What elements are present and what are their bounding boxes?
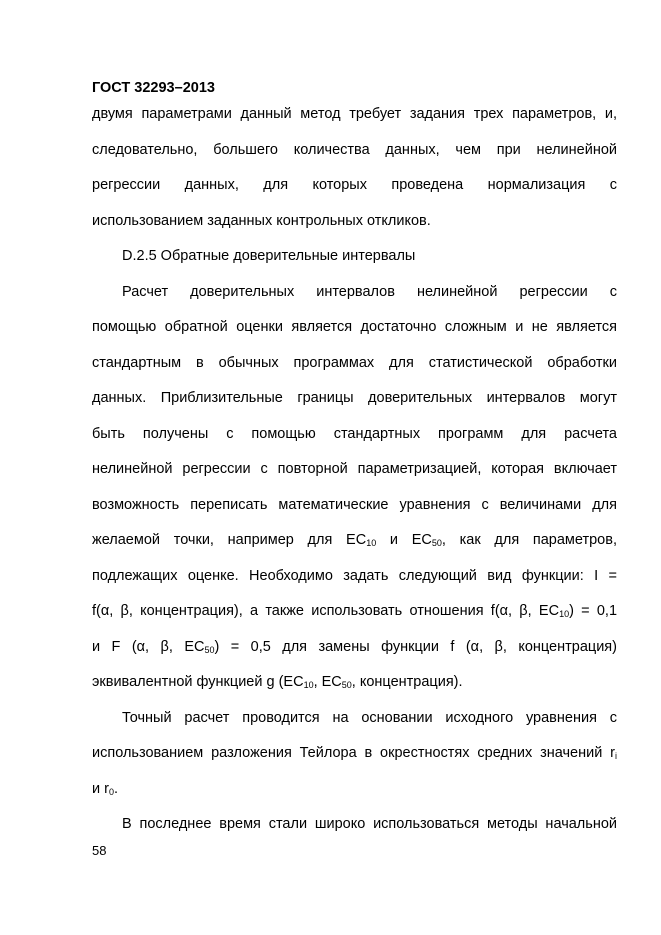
text-line	[92, 665, 617, 701]
text-line	[92, 736, 617, 772]
text-line	[92, 630, 617, 666]
text-run: эквивалентной функцией g (EC	[92, 674, 304, 690]
text-run: и F (α, β, EC	[92, 638, 205, 655]
subscript: 10	[303, 680, 314, 690]
text-run: желаемой точки, например для EC	[92, 532, 367, 548]
text-run: , как для параметров,	[441, 532, 617, 548]
text-line: быть получены с помощью стандартных программ для расчета	[92, 425, 617, 442]
text-line: следовательно, большего количества данных, чем при нелинейной	[92, 141, 617, 158]
text-run: ) = 0,5 для замены функции f (α, β, концентрация)	[214, 638, 617, 655]
text-run: , концентрация).	[351, 674, 463, 690]
section-heading: D.2.5 Обратные доверительные интервалы	[122, 248, 416, 264]
text-line: помощью обратной оценки является достаточно сложным и не является	[92, 319, 617, 335]
text-run: использованием разложения Тейлора в окрестностях средних значений r	[92, 745, 615, 761]
subscript: 0	[108, 786, 114, 797]
subscript: 10	[366, 538, 377, 548]
document-body	[92, 97, 617, 843]
text-line: двумя параметрами данный метод требует задания трех параметров, и,	[92, 106, 617, 122]
subscript: 10	[559, 609, 570, 619]
text-run: .	[113, 780, 119, 797]
document-code-header: ГОСТ 32293–2013	[92, 80, 215, 96]
text-line	[92, 772, 617, 808]
text-line: Расчет доверительных интервалов нелинейной регрессии с	[122, 283, 617, 300]
text-line: возможность переписать математические уравнения с величинами для	[92, 496, 617, 513]
text-run: f(α, β, концентрация), а также использовать отношения f(α, β, EC	[92, 603, 560, 619]
text-line: подлежащих оценке. Необходимо задать следующий вид функции: I =	[92, 567, 617, 584]
text-line: использованием заданных контрольных откликов.	[92, 212, 431, 229]
text-line: регрессии данных, для которых проведена нормализация с	[92, 177, 617, 193]
text-run: ) = 0,1	[569, 603, 618, 619]
text-line: В последнее время стали широко использоваться методы начальной	[122, 816, 617, 832]
subscript: 50	[204, 644, 215, 655]
subscript: i	[615, 751, 617, 761]
text-line: данных. Приблизительные границы доверительных интервалов могут	[92, 390, 617, 406]
page-number: 58	[92, 843, 107, 858]
subscript: 50	[431, 538, 442, 548]
text-run: и r	[92, 780, 109, 797]
text-line: Точный расчет проводится на основании исходного уравнения с	[122, 709, 617, 726]
text-line	[92, 523, 617, 559]
text-run: и EC	[376, 532, 432, 548]
text-line	[92, 594, 617, 630]
text-run: , EC	[313, 674, 342, 690]
text-line: нелинейной регрессии с повторной параметризацией, которая включает	[92, 461, 617, 477]
text-line: стандартным в обычных программах для статистической обработки	[92, 354, 617, 371]
subscript: 50	[341, 680, 352, 690]
